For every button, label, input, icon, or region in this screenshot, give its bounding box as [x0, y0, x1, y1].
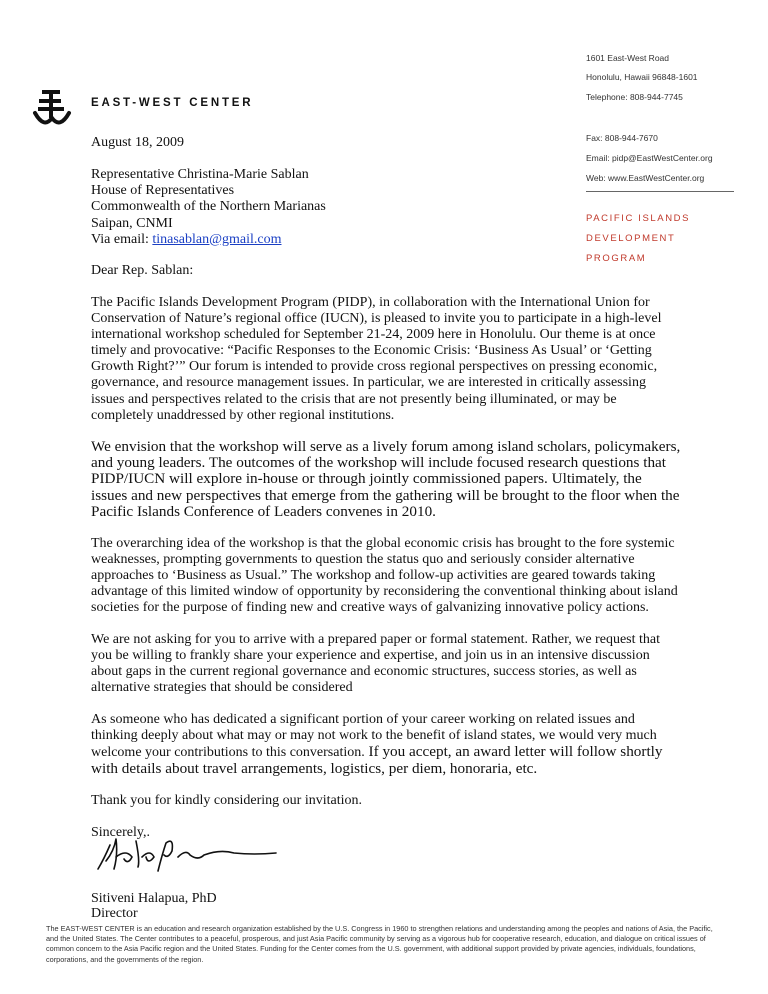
footer-statement — [46, 924, 716, 965]
body-paragraph-4: We are not asking for you to arrive with a prepared paper or formal statement. Rather, we request that you be willing to frankly share your experience and expertise, and join us in an intensive discussion about gaps in the current regional governance and economic structures, success stories, as well as alternative strategies that should be considered — [91, 632, 660, 696]
website[interactable]: Web: www.EastWestCenter.org — [586, 173, 705, 183]
sign-off: Sincerely,. — [91, 825, 150, 840]
east-west-center-logo-icon — [32, 88, 72, 130]
recipient-name: Representative Christina-Marie Sablan — [91, 167, 309, 182]
divider — [586, 191, 734, 192]
body-paragraph-3: The overarching idea of the workshop is that the global economic crisis has brought to the fore systemic weaknesses, prompting governments to question the status quo and seriously consider alternative approaches to ‘Business as Usual.” The workshop and follow-up activities are geared towards taking advantage of this limited window of opportunity by reconsidering the conventional thinking about island societies for the purpose of finding new and creative ways of galvanizing innovative policy actions. — [91, 536, 678, 616]
program-name-line-1: PACIFIC ISLANDS — [586, 213, 691, 224]
thanks-line: Thank you for kindly considering our invitation. — [91, 793, 363, 808]
letter-date: August 18, 2009 — [91, 135, 184, 150]
body-paragraph-5-text: As someone who has dedicated a significant portion of your career working on related issues and thinking deeply about what may or may not work to the benefit of island states, we would very much welcome your contributions to this conversation. — [91, 712, 657, 761]
signer-title: Director — [91, 906, 138, 921]
recipient-address — [91, 167, 326, 248]
recipient-email-line — [91, 232, 326, 248]
fax: Fax: 808-944-7670 — [586, 133, 658, 143]
recipient-line-4: Saipan, CNMI — [91, 215, 173, 231]
email-contact[interactable]: Email: pidp@EastWestCenter.org — [586, 153, 713, 163]
program-name-line-3: PROGRAM — [586, 253, 647, 264]
body-paragraph-5-award: If you accept, an award letter will follow shortly with details about travel arrangements, logistics, per diem, honoraria, etc. — [91, 743, 663, 778]
body-paragraph-2: We envision that the workshop will serve as a lively forum among island scholars, policymakers, and young leaders. The outcomes of the workshop will include focused research questions that PIDP/IUCN will explore in-house or through jointly commissioned papers. Ultimately, the issues and new perspectives that emerge from the gathering will be brought to the floor when the Pacific Islands Conference of Leaders convenes in 2010. — [91, 438, 681, 520]
telephone: Telephone: 808-944-7745 — [586, 92, 683, 102]
footer-text: is an education and research organization established by the U.S. Congress in 1960 to strengthen relations and understanding among the peoples and nations of Asia, the Pacific, and the United States. The Center contributes to a peaceful, prosperous, and just Asia Pacific community by serving as a vigorous hub for cooperative research, education, and dialogue on critical issues of common concern to the Asia Pacific region and the United States. Funding for the Center comes from the U.S. government, with additional support provided by private agencies, individuals, foundations, corporations, and the governments of the region. — [46, 924, 713, 964]
signer-name: Sitiveni Halapua, PhD — [91, 891, 217, 906]
organization-name: EAST-WEST CENTER — [91, 97, 254, 109]
via-email-label: Via email: — [91, 231, 153, 247]
program-name-line-2: DEVELOPMENT — [586, 233, 676, 244]
body-paragraph-5 — [91, 712, 681, 778]
handwritten-signature-icon — [94, 831, 278, 875]
recipient-email-link[interactable]: tinasablan@gmail.com — [152, 231, 282, 247]
body-paragraph-1: The Pacific Islands Development Program (PIDP), in collaboration with the International Union for Conservation of Nature’s regional office (IUCN), is pleased to invite you to participate in a high-level international workshop scheduled for September 21-24, 2009 here in Honolulu. Our theme is at once timely and provocative: “Pacific Responses to the Economic Crisis: ‘Business As Usual’ or ‘Getting Growth Right?’” Our forum is intended to provide cross regional perspectives on pressing economic, governance, and resource management issues. In particular, we are interested in critically assessing issues and perspectives related to the crisis that are not presently being illuminated, or may be completely unaddressed by other regional institutions. — [91, 295, 662, 423]
salutation: Dear Rep. Sablan: — [91, 263, 194, 278]
address-line-2: Honolulu, Hawaii 96848-1601 — [586, 72, 698, 82]
recipient-line-2: House of Representatives — [91, 183, 235, 199]
address-line-1: 1601 East-West Road — [586, 53, 669, 63]
footer-org-name: The EAST-WEST CENTER — [46, 924, 135, 933]
recipient-line-3: Commonwealth of the Northern Marianas — [91, 199, 326, 215]
